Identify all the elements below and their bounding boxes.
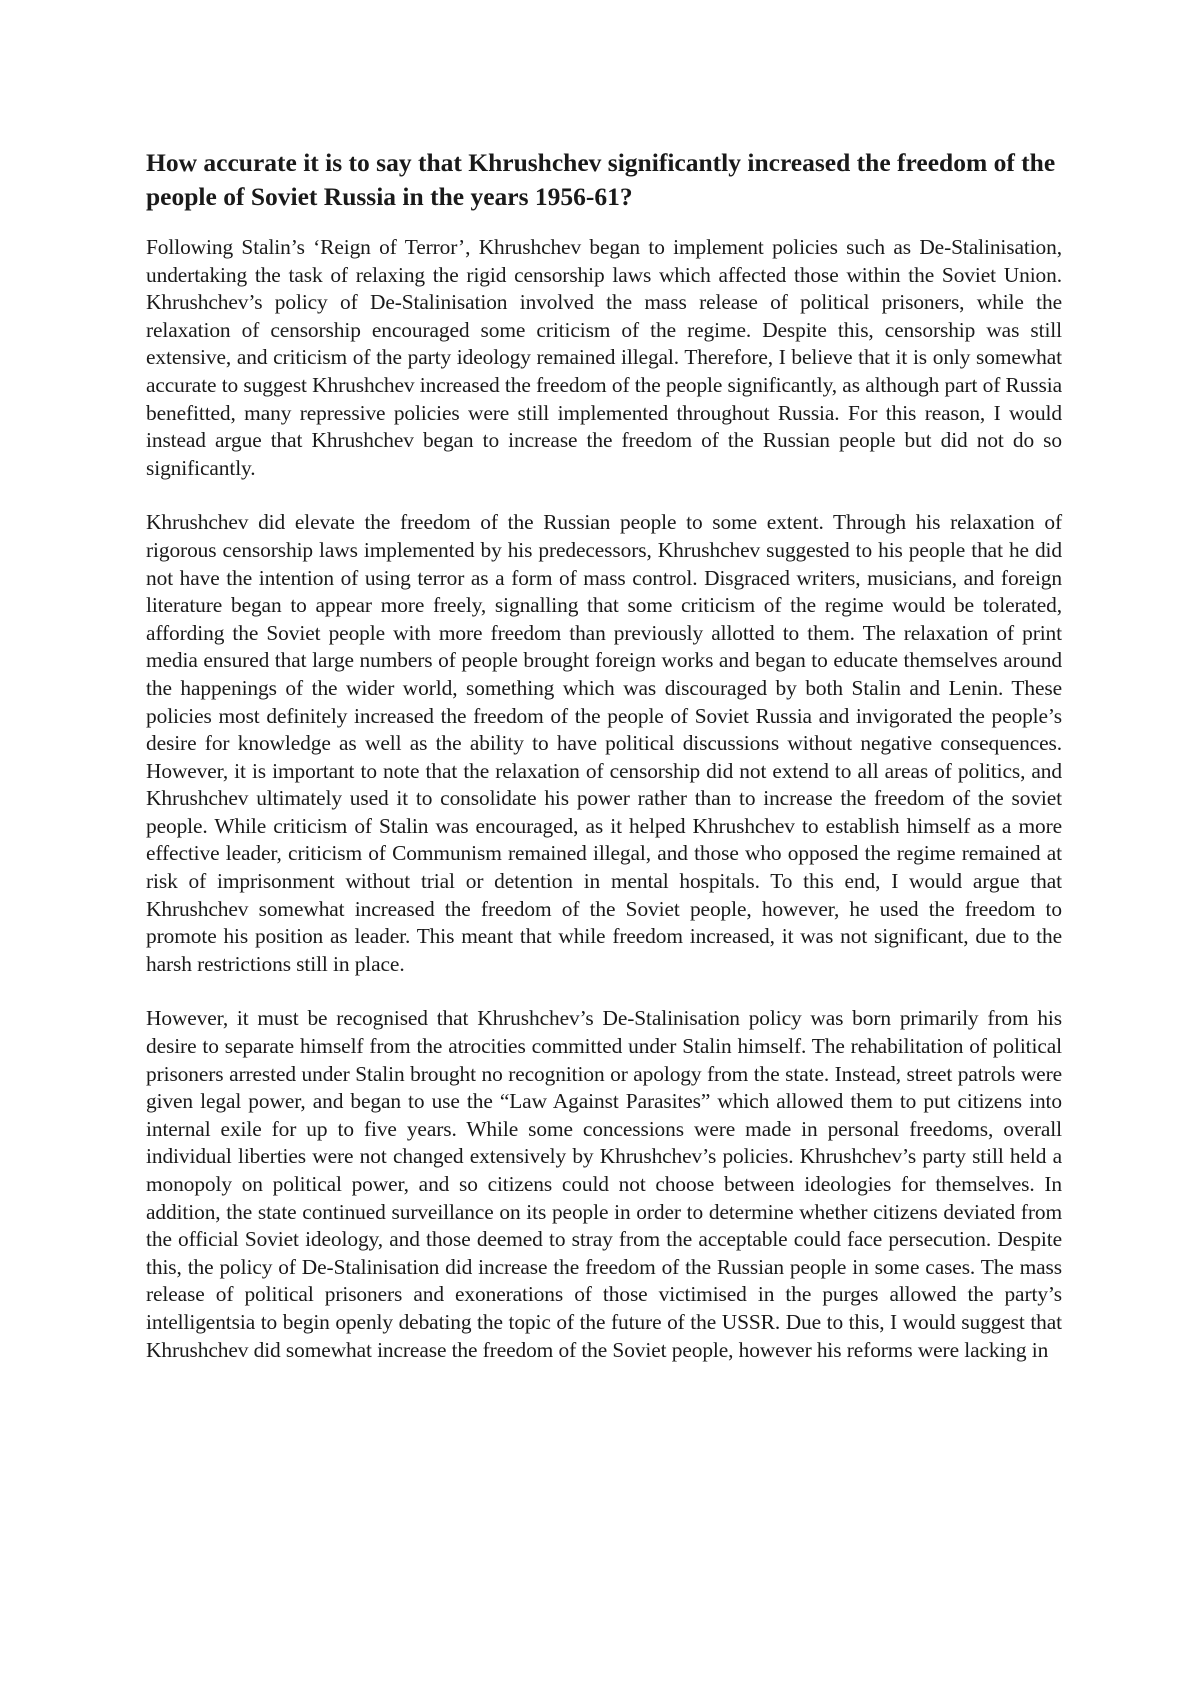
paragraph-body-2: However, it must be recognised that Khrushchev’s De-Stalinisation policy was born primarily from his desire to separate himself from the atrocities committed under Stalin himself. The rehabilitation of political prisoners arrested under Stalin brought no recognition or apology from the state. Instead, street patrols were given legal power, and began to use the “Law Against Parasites” which allowed them to put citizens into internal exile for up to five years. While some concessions were made in personal freedoms, overall individual liberties were not changed extensively by Khrushchev’s policies. Khrushchev’s party still held a monopoly on political power, and so citizens could not choose between ideologies for themselves. In addition, the state continued surveillance on its people in order to determine whether citizens deviated from the official Soviet ideology, and those deemed to stray from the acceptable could face persecution. Despite this, the policy of De-Stalinisation did increase the freedom of the Russian people in some cases. The mass release of political prisoners and exonerations of those victimised in the purges allowed the party’s intelligentsia to begin openly debating the topic of the future of the USSR. Due to this, I would suggest that Khrushchev did somewhat increase the freedom of the Soviet people, however his reforms were lacking in xyxy=(146,1006,1062,1362)
paragraph-body-1: Khrushchev did elevate the freedom of the Russian people to some extent. Through his relaxation of rigorous censorship laws implemented by his predecessors, Khrushchev suggested to his people that he did not have the intention of using terror as a form of mass control. Disgraced writers, musicians, and foreign literature began to appear more freely, signalling that some criticism of the regime would be tolerated, affording the Soviet people with more freedom than previously allotted to them. The relaxation of print media ensured that large numbers of people brought foreign works and began to educate themselves around the happenings of the wider world, something which was discouraged by both Stalin and Lenin. These policies most definitely increased the freedom of the people of Soviet Russia and invigorated the people’s desire for knowledge as well as the ability to have political discussions without negative consequences. However, it is important to note that the relaxation of censorship did not extend to all areas of politics, and Khrushchev ultimately used it to consolidate his power rather than to increase the freedom of the soviet people. While criticism of Stalin was encouraged, as it helped Khrushchev to establish himself as a more effective leader, criticism of Communism remained illegal, and those who opposed the regime remained at risk of imprisonment without trial or detention in mental hospitals. To this end, I would argue that Khrushchev somewhat increased the freedom of the Soviet people, however, he used the freedom to promote his position as leader. This meant that while freedom increased, it was not significant, due to the harsh restrictions still in place. xyxy=(146,510,1062,976)
essay-title: How accurate it is to say that Khrushchev significantly increased the freedom of the people of Soviet Russia in the years 1956-61? xyxy=(146,148,1056,211)
document-body xyxy=(146,146,1062,1391)
paragraph-introduction: Following Stalin’s ‘Reign of Terror’, Khrushchev began to implement policies such as De-Stalinisation, undertaking the task of relaxing the rigid censorship laws which affected those within the Soviet Union. Khrushchev’s policy of De-Stalinisation involved the mass release of political prisoners, while the relaxation of censorship encouraged some criticism of the regime. Despite this, censorship was still extensive, and criticism of the party ideology remained illegal. Therefore, I believe that it is only somewhat accurate to suggest Khrushchev increased the freedom of the people significantly, as although part of Russia benefitted, many repressive policies were still implemented throughout Russia. For this reason, I would instead argue that Khrushchev began to increase the freedom of the Russian people but did not do so significantly. xyxy=(146,235,1062,480)
